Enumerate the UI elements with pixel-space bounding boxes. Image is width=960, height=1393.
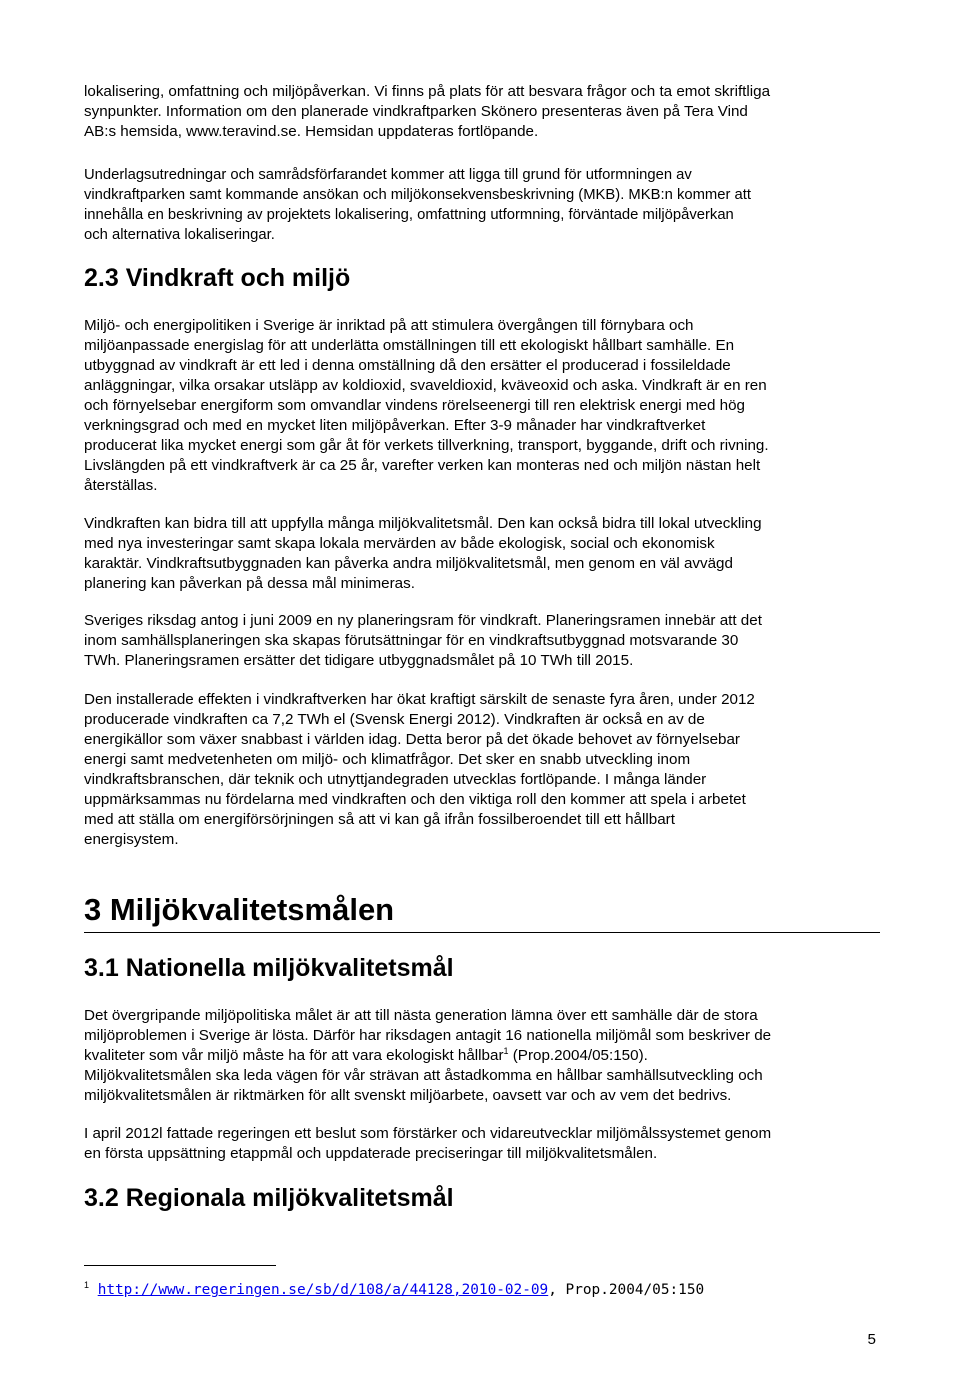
- text-line: och alternativa lokaliseringar.: [84, 227, 275, 243]
- text-line: utbyggnad av vindkraft är ett led i denna omställning då den ersätter el producerad i fossileldade: [84, 357, 731, 374]
- text-line: I april 2012l fattade regeringen ett beslut som förstärker och vidareutvecklar miljömålssystemet genom: [84, 1125, 772, 1142]
- text-line: uppmärksammas nu fördelarna med vindkraften och den viktiga roll den kommer att spela i arbetet: [84, 791, 746, 808]
- text-line: TWh. Planeringsramen ersätter det tidigare utbyggnadsmålet på 10 TWh till 2015.: [84, 652, 634, 669]
- text-line: energisystem.: [84, 831, 179, 848]
- text-line: synpunkter. Information om den planerade vindkraftparken Skönero presenteras även på Tera Vind: [84, 103, 748, 120]
- text-line: med nya investeringar samt skapa lokala mervärden av både ekologisk, social och ekonomisk: [84, 535, 715, 552]
- text-line: AB:s hemsida, www.teravind.se. Hemsidan uppdateras fortlöpande.: [84, 123, 539, 140]
- text-line: inom samhällsplaneringen ska skapas förutsättningar för en vindkraftsutbyggnad motsvarande 30: [84, 632, 739, 649]
- text-line: Livslängden på ett vindkraftverk är ca 25 år, varefter verken kan monteras ned och miljön nästan helt: [84, 457, 761, 474]
- text-line: verkningsgrad och med en mycket liten miljöpåverkan. Efter 3-9 månader har vindkraftverket: [84, 417, 706, 434]
- text-line: innehålla en beskrivning av projektets lokalisering, omfattning utformning, förväntade miljöpåverkan: [84, 207, 734, 223]
- text-line: miljöanpassade energislag för att underlätta omställningen till ett ekologiskt hållbart samhälle. En: [84, 337, 735, 354]
- text-line: Den installerade effekten i vindkraftverken har ökat kraftigt särskilt de senaste fyra åren, under 2012: [84, 691, 755, 708]
- text-line: med att ställa om energiförsörjningen så att vi kan gå ifrån fossilberoendet till ett hållbart: [84, 811, 675, 828]
- text-line: energikällor som växer snabbast i världen idag. Detta beror på det ökade behovet av förnyelsebar: [84, 731, 740, 748]
- text-line: Underlagsutredningar och samrådsförfarandet kommer att ligga till grund för utformningen av: [84, 167, 692, 183]
- text-line: energi samt medvetenheten om miljö- och klimatfrågor. Det sker en snabb utveckling inom: [84, 751, 691, 768]
- paragraph-national-goals: [84, 1006, 771, 1106]
- chapter-heading-3: 3 Miljökvalitetsmålen: [84, 892, 395, 927]
- footnote-text: , Prop.2004/05:150: [548, 1282, 705, 1298]
- section-heading-2-3: 2.3 Vindkraft och miljö: [84, 264, 351, 292]
- text-line: återställas.: [84, 477, 158, 494]
- paragraph-april-2012: [84, 1124, 771, 1164]
- text-line: en första uppsättning etappmål och uppdaterade preciseringar till miljökvalitetsmålen.: [84, 1145, 658, 1162]
- text-line: miljökvalitetsmålen är riktmärken för allt svenskt miljöarbete, oavsett var och av vem det bedrivs.: [84, 1087, 732, 1104]
- paragraph-quality-goals: [84, 514, 762, 594]
- paragraph-energy-policy: [84, 316, 769, 496]
- text-line: [84, 1046, 771, 1066]
- text-line: vindkraftparken samt kommande ansökan och miljökonsekvensbeskrivning (MKB). MKB:n kommer att: [84, 187, 751, 203]
- text-line: och förnyelsebar energiform som omvandlar vindens rörelseenergi till ren elektrisk energi med hög: [84, 397, 745, 414]
- text-line: Det övergripande miljöpolitiska målet är att till nästa generation lämna över ett samhälle där de stora: [84, 1007, 758, 1024]
- heading-rule: [84, 932, 880, 933]
- text-segment: (Prop.2004/05:150).: [508, 1047, 648, 1064]
- section-heading-3-2: 3.2 Regionala miljökvalitetsmål: [84, 1184, 454, 1212]
- text-line: karaktär. Vindkraftsutbyggnaden kan påverka andra miljökvalitetsmål, men genom en väl avvägd: [84, 555, 733, 572]
- text-line: miljöproblemen i Sverige är lösta. Därför har riksdagen antagit 16 nationella miljömål som beskriver de: [84, 1027, 772, 1044]
- section-heading-3-1: 3.1 Nationella miljökvalitetsmål: [84, 954, 454, 982]
- text-line: vindkraftsbranschen, där teknik och utnyttjandegraden utvecklas fortlöpande. I många länder: [84, 771, 707, 788]
- text-line: producerade vindkraften ca 7,2 TWh el (Svensk Energi 2012). Vindkraften är också en av de: [84, 711, 705, 728]
- text-line: anläggningar, vilka orsakar utsläpp av koldioxid, svaveldioxid, kväveoxid och aska. Vindkraft är en ren: [84, 377, 767, 394]
- paragraph-intro: [84, 82, 770, 142]
- text-segment: kvaliteter som vår miljö måste ha för att vara ekologiskt hållbar: [84, 1047, 504, 1064]
- text-line: producerat lika mycket energi som går åt för verkets tillverkning, transport, byggande, drift och rivning.: [84, 437, 769, 454]
- text-line: Miljökvalitetsmålen ska leda vägen för vår strävan att åstadkomma en hållbar samhällsutveckling och: [84, 1067, 763, 1084]
- paragraph-mkb: [84, 165, 751, 245]
- paragraph-installed-capacity: [84, 690, 755, 850]
- text-line: Sveriges riksdag antog i juni 2009 en ny planeringsram för vindkraft. Planeringsramen innebär att det: [84, 612, 762, 629]
- text-line: Miljö- och energipolitiken i Sverige är inriktad på att stimulera övergången till förnybara och: [84, 317, 694, 334]
- text-line: lokalisering, omfattning och miljöpåverkan. Vi finns på plats för att besvara frågor och ta emot skriftliga: [84, 83, 771, 100]
- text-line: planering kan påverkan på dessa mål minimeras.: [84, 575, 415, 592]
- footnote-separator: [84, 1265, 276, 1266]
- footnote-reference[interactable]: 1: [503, 1045, 509, 1056]
- footnote: [84, 1280, 704, 1300]
- paragraph-planning-frame: [84, 611, 762, 671]
- footnote-link[interactable]: http://www.regeringen.se/sb/d/108/a/44128,2010-02-09: [97, 1282, 549, 1298]
- footnote-marker: 1: [84, 1280, 90, 1291]
- page-number: 5: [867, 1331, 876, 1348]
- text-line: Vindkraften kan bidra till att uppfylla många miljökvalitetsmål. Den kan också bidra till lokal utveckling: [84, 515, 762, 532]
